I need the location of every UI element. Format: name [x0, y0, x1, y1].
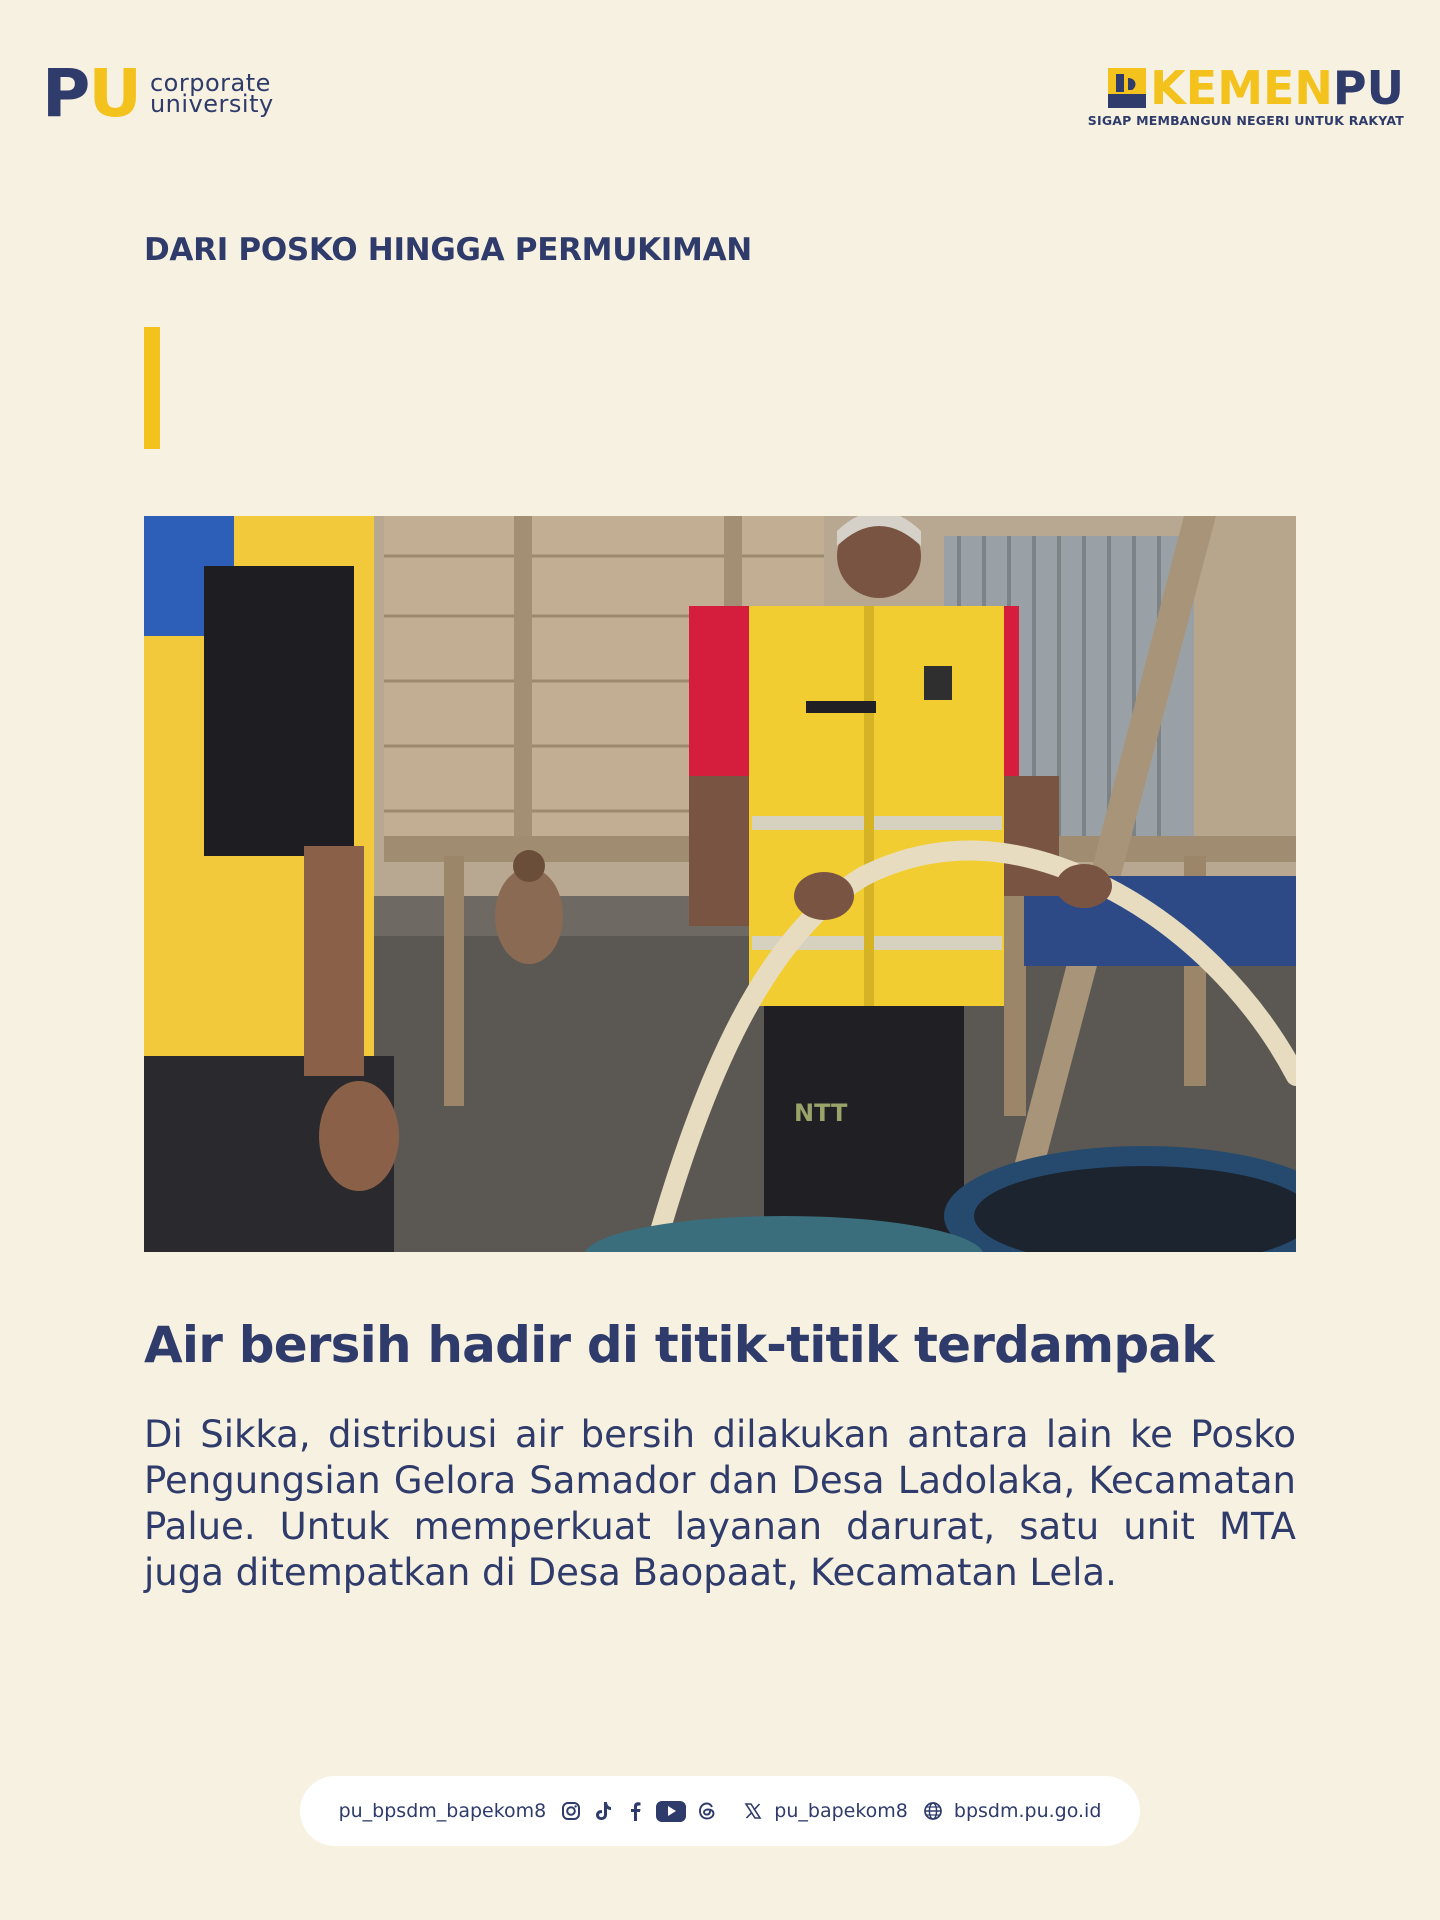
logo-line-corporate: corporate — [149, 69, 271, 97]
section-label: DARI POSKO HINGGA PERMUKIMAN — [144, 232, 752, 268]
kemenpu-tagline: SIGAP MEMBANGUN NEGERI UNTUK RAKYAT — [1087, 113, 1404, 128]
tiktok-icon[interactable] — [592, 1800, 614, 1822]
globe-icon[interactable] — [922, 1800, 944, 1822]
x-icon[interactable] — [742, 1800, 764, 1822]
facebook-icon[interactable] — [624, 1800, 646, 1822]
logo-line-university: university — [149, 90, 274, 118]
website-link[interactable]: bpsdm.pu.go.id — [953, 1800, 1102, 1822]
pu-corporate-university-logo — [42, 55, 274, 132]
headline: Air bersih hadir di titik-titik terdampak — [144, 1316, 1214, 1374]
youtube-icon[interactable] — [656, 1801, 686, 1822]
kemenpu-emblem-icon — [1108, 68, 1146, 108]
kemenpu-wordmark: KEMENPU — [1150, 61, 1404, 115]
instagram-handle[interactable]: pu_bpsdm_bapekom8 — [338, 1800, 547, 1822]
field-photo — [144, 516, 1296, 1252]
vest-print-text: NTT — [794, 1099, 848, 1127]
pu-logo-mark: P U — [42, 55, 140, 132]
accent-bar — [144, 327, 160, 449]
instagram-icon[interactable] — [560, 1800, 582, 1822]
kemenpu-logo — [1087, 61, 1404, 128]
body-paragraph: Di Sikka, distribusi air bersih dilakukan antara lain ke Posko Pengungsian Gelora Samador dan Desa Ladolaka, Kecamatan Palue. Untuk memperkuat layanan darurat, satu unit MTA juga ditempatkan di Desa Baopaat, Kecamatan Lela. — [144, 1413, 1296, 1594]
pu-logo-wordmark — [149, 69, 274, 118]
x-handle[interactable]: pu_bapekom8 — [774, 1800, 908, 1822]
photo-illustration — [144, 516, 1296, 1252]
social-footer — [300, 1776, 1140, 1846]
threads-icon[interactable] — [696, 1800, 718, 1822]
